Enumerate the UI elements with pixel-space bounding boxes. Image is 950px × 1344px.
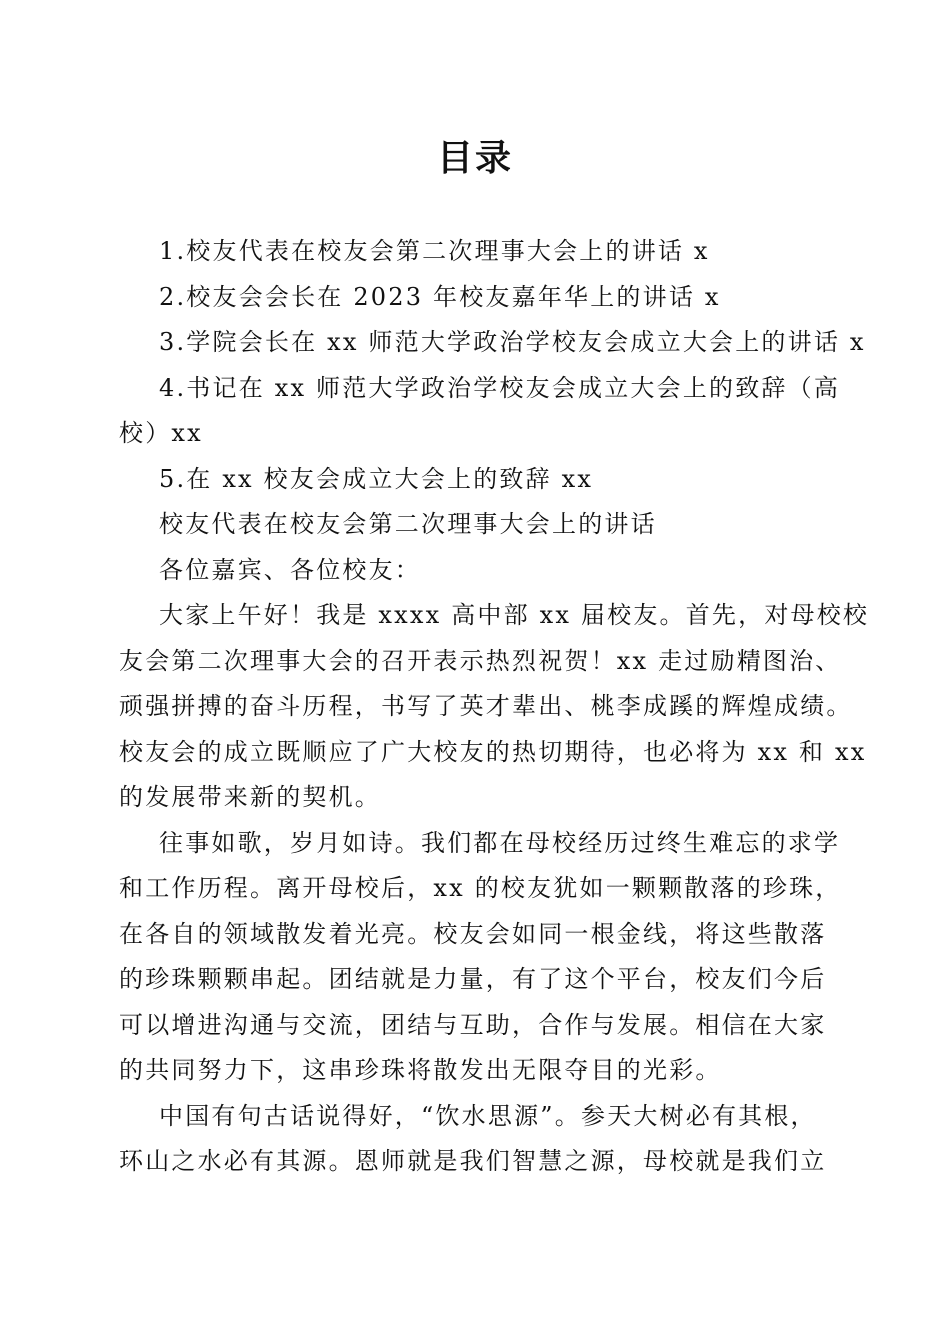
toc-item-4-continued: 校）xx — [119, 419, 203, 447]
paragraph-3 — [119, 1094, 831, 1185]
toc-item-4: 4.书记在 xx 师范大学政治学校友会成立大会上的致辞（高 — [159, 373, 841, 402]
paragraph-line: 和工作历程。离开母校后，xx 的校友犹如一颗颗散落的珍珠， — [119, 874, 842, 902]
salutation: 各位嘉宾、各位校友： — [159, 555, 421, 584]
table-of-contents — [119, 229, 866, 502]
paragraph-line: 大家上午好！我是 xxxx 高中部 xx 届校友。首先，对母校校 — [159, 601, 870, 629]
paragraph-line: 校友会的成立既顺应了广大校友的热切期待，也必将为 xx 和 xx — [119, 737, 867, 766]
paragraph-line: 中国有句古话说得好，“饮水思源”。参天大树必有其根， — [159, 1101, 817, 1130]
speech-title: 校友代表在校友会第二次理事大会上的讲话 — [159, 510, 657, 538]
page-title: 目录 — [436, 137, 513, 179]
document-body — [119, 229, 870, 1185]
paragraph-line: 环山之水必有其源。恩师就是我们智慧之源，母校就是我们立 — [119, 1147, 827, 1175]
paragraph-line: 顽强拼搏的奋斗历程，书写了英才辈出、桃李成蹊的辉煌成绩。 — [119, 692, 853, 720]
paragraph-line: 的珍珠颗颗串起。团结就是力量，有了这个平台，校友们今后 — [119, 965, 827, 993]
paragraph-line: 的发展带来新的契机。 — [119, 783, 381, 811]
toc-item-5: 5.在 xx 校友会成立大会上的致辞 xx — [159, 464, 594, 493]
paragraph-line: 友会第二次理事大会的召开表示热烈祝贺！xx 走过励精图治、 — [119, 646, 842, 675]
toc-item-3: 3.学院会长在 xx 师范大学政治学校友会成立大会上的讲话 x — [159, 328, 866, 356]
paragraph-line: 的共同努力下，这串珍珠将散发出无限夺目的光彩。 — [119, 1056, 722, 1084]
paragraph-1 — [119, 593, 870, 821]
paragraph-line: 可以增进沟通与交流，团结与互助，合作与发展。相信在大家 — [119, 1010, 827, 1039]
paragraph-line: 往事如歌，岁月如诗。我们都在母校经历过终生难忘的求学 — [159, 828, 841, 857]
paragraph-line: 在各自的领域散发着光亮。校友会如同一根金线，将这些散落 — [119, 919, 827, 948]
toc-item-2: 2.校友会会长在 2023 年校友嘉年华上的讲话 x — [159, 282, 721, 311]
paragraph-2 — [119, 821, 842, 1094]
toc-item-1: 1.校友代表在校友会第二次理事大会上的讲话 x — [159, 237, 710, 265]
